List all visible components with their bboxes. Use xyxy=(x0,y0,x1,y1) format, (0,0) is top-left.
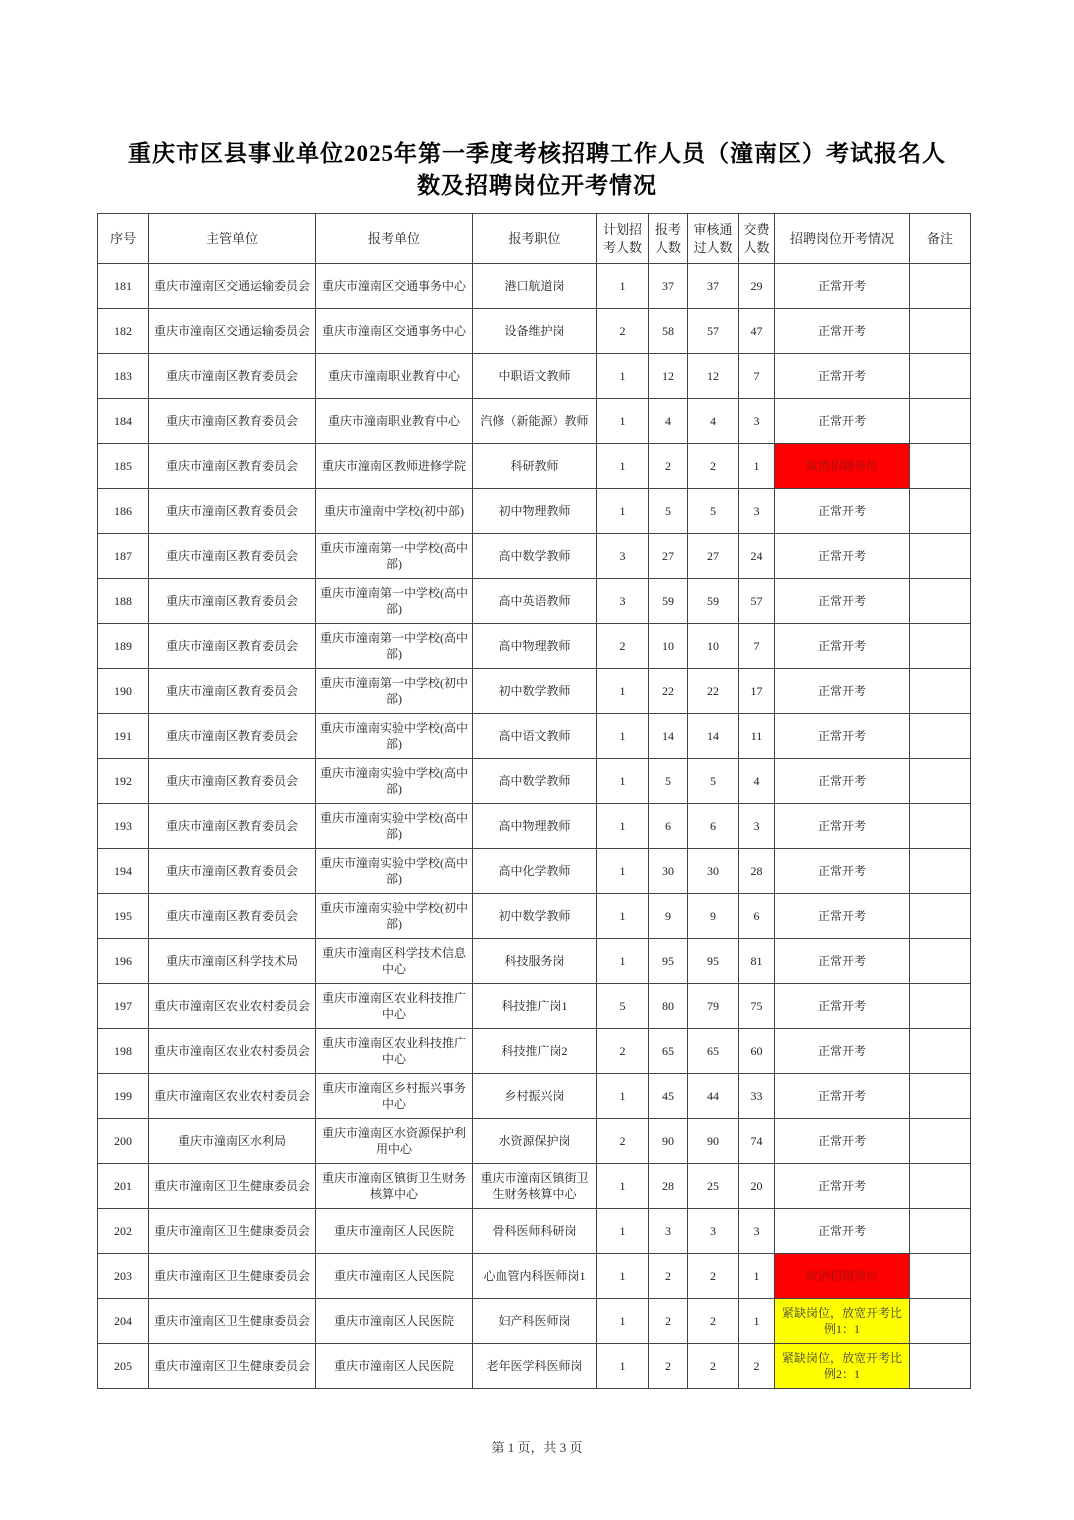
table-row xyxy=(98,399,971,444)
cell-planned-count: 2 xyxy=(597,624,649,669)
cell-status: 正常开考 xyxy=(775,1029,910,1074)
cell-supervising-unit: 重庆市潼南区教育委员会 xyxy=(149,444,316,489)
cell-applicant-count: 59 xyxy=(649,579,688,624)
cell-serial-number: 185 xyxy=(98,444,149,489)
cell-remark xyxy=(910,264,971,309)
cell-serial-number: 195 xyxy=(98,894,149,939)
cell-remark xyxy=(910,1299,971,1344)
table-row xyxy=(98,1119,971,1164)
header-position: 报考职位 xyxy=(473,214,597,264)
cell-planned-count: 1 xyxy=(597,1344,649,1389)
recruitment-table xyxy=(97,213,971,1389)
table-row xyxy=(98,849,971,894)
cell-paid-count: 33 xyxy=(739,1074,775,1119)
cell-position: 高中英语教师 xyxy=(473,579,597,624)
cell-remark xyxy=(910,489,971,534)
cell-applying-unit: 重庆市潼南区乡村振兴事务中心 xyxy=(316,1074,473,1119)
cell-supervising-unit: 重庆市潼南区教育委员会 xyxy=(149,804,316,849)
cell-supervising-unit: 重庆市潼南区交通运输委员会 xyxy=(149,264,316,309)
cell-approved-count: 37 xyxy=(688,264,739,309)
cell-applying-unit: 重庆市潼南职业教育中心 xyxy=(316,399,473,444)
cell-planned-count: 1 xyxy=(597,1299,649,1344)
cell-applying-unit: 重庆市潼南第一中学校(高中部) xyxy=(316,534,473,579)
cell-supervising-unit: 重庆市潼南区教育委员会 xyxy=(149,579,316,624)
cell-planned-count: 2 xyxy=(597,309,649,354)
cell-serial-number: 197 xyxy=(98,984,149,1029)
cell-applying-unit: 重庆市潼南区水资源保护利用中心 xyxy=(316,1119,473,1164)
cell-remark xyxy=(910,939,971,984)
cell-status: 正常开考 xyxy=(775,1074,910,1119)
cell-planned-count: 1 xyxy=(597,354,649,399)
table-row xyxy=(98,534,971,579)
cell-paid-count: 1 xyxy=(739,1299,775,1344)
cell-supervising-unit: 重庆市潼南区教育委员会 xyxy=(149,399,316,444)
cell-approved-count: 2 xyxy=(688,1254,739,1299)
cell-applicant-count: 6 xyxy=(649,804,688,849)
table-row xyxy=(98,1209,971,1254)
cell-approved-count: 10 xyxy=(688,624,739,669)
cell-remark xyxy=(910,1209,971,1254)
header-applying-unit: 报考单位 xyxy=(316,214,473,264)
cell-supervising-unit: 重庆市潼南区教育委员会 xyxy=(149,669,316,714)
cell-status: 紧缺岗位，放宽开考比例1：1 xyxy=(775,1299,910,1344)
cell-applicant-count: 5 xyxy=(649,489,688,534)
cell-serial-number: 201 xyxy=(98,1164,149,1209)
header-supervising-unit: 主管单位 xyxy=(149,214,316,264)
cell-serial-number: 199 xyxy=(98,1074,149,1119)
table-row xyxy=(98,1254,971,1299)
table-row xyxy=(98,264,971,309)
cell-approved-count: 12 xyxy=(688,354,739,399)
cell-approved-count: 4 xyxy=(688,399,739,444)
cell-planned-count: 1 xyxy=(597,1074,649,1119)
cell-position: 高中语文教师 xyxy=(473,714,597,759)
cell-planned-count: 1 xyxy=(597,849,649,894)
table-row xyxy=(98,624,971,669)
cell-supervising-unit: 重庆市潼南区教育委员会 xyxy=(149,894,316,939)
header-approved-count: 审核通过人数 xyxy=(688,214,739,264)
cell-remark xyxy=(910,1074,971,1119)
cell-planned-count: 1 xyxy=(597,759,649,804)
cell-serial-number: 194 xyxy=(98,849,149,894)
cell-applicant-count: 2 xyxy=(649,1299,688,1344)
cell-applying-unit: 重庆市潼南区人民医院 xyxy=(316,1254,473,1299)
table-row xyxy=(98,1074,971,1119)
cell-applying-unit: 重庆市潼南实验中学校(高中部) xyxy=(316,804,473,849)
cell-remark xyxy=(910,354,971,399)
cell-applicant-count: 37 xyxy=(649,264,688,309)
cell-applicant-count: 3 xyxy=(649,1209,688,1254)
cell-position: 港口航道岗 xyxy=(473,264,597,309)
cell-planned-count: 1 xyxy=(597,489,649,534)
cell-supervising-unit: 重庆市潼南区教育委员会 xyxy=(149,534,316,579)
cell-supervising-unit: 重庆市潼南区教育委员会 xyxy=(149,489,316,534)
cell-applying-unit: 重庆市潼南实验中学校(高中部) xyxy=(316,849,473,894)
cell-position: 高中物理教师 xyxy=(473,804,597,849)
cell-planned-count: 1 xyxy=(597,1209,649,1254)
cell-applicant-count: 58 xyxy=(649,309,688,354)
cell-paid-count: 11 xyxy=(739,714,775,759)
cell-applying-unit: 重庆市潼南区人民医院 xyxy=(316,1299,473,1344)
header-status: 招聘岗位开考情况 xyxy=(775,214,910,264)
cell-remark xyxy=(910,1344,971,1389)
cell-serial-number: 187 xyxy=(98,534,149,579)
cell-remark xyxy=(910,1254,971,1299)
cell-serial-number: 203 xyxy=(98,1254,149,1299)
cell-paid-count: 3 xyxy=(739,489,775,534)
cell-approved-count: 79 xyxy=(688,984,739,1029)
cell-planned-count: 1 xyxy=(597,1164,649,1209)
cell-applying-unit: 重庆市潼南区交通事务中心 xyxy=(316,309,473,354)
cell-paid-count: 2 xyxy=(739,1344,775,1389)
cell-position: 妇产科医师岗 xyxy=(473,1299,597,1344)
cell-paid-count: 6 xyxy=(739,894,775,939)
cell-applicant-count: 2 xyxy=(649,1344,688,1389)
cell-supervising-unit: 重庆市潼南区教育委员会 xyxy=(149,624,316,669)
cell-supervising-unit: 重庆市潼南区卫生健康委员会 xyxy=(149,1254,316,1299)
cell-approved-count: 3 xyxy=(688,1209,739,1254)
cell-status: 正常开考 xyxy=(775,984,910,1029)
cell-remark xyxy=(910,759,971,804)
table-row xyxy=(98,1164,971,1209)
cell-position: 重庆市潼南区镇街卫生财务核算中心 xyxy=(473,1164,597,1209)
table-body xyxy=(98,264,971,1389)
cell-paid-count: 57 xyxy=(739,579,775,624)
cell-paid-count: 75 xyxy=(739,984,775,1029)
cell-approved-count: 30 xyxy=(688,849,739,894)
cell-supervising-unit: 重庆市潼南区卫生健康委员会 xyxy=(149,1209,316,1254)
cell-position: 水资源保护岗 xyxy=(473,1119,597,1164)
cell-applying-unit: 重庆市潼南第一中学校(高中部) xyxy=(316,624,473,669)
table-row xyxy=(98,984,971,1029)
cell-applying-unit: 重庆市潼南区交通事务中心 xyxy=(316,264,473,309)
table-row xyxy=(98,714,971,759)
cell-applying-unit: 重庆市潼南区农业科技推广中心 xyxy=(316,1029,473,1074)
cell-status: 正常开考 xyxy=(775,1164,910,1209)
cell-planned-count: 1 xyxy=(597,939,649,984)
cell-approved-count: 65 xyxy=(688,1029,739,1074)
cell-serial-number: 181 xyxy=(98,264,149,309)
cell-supervising-unit: 重庆市潼南区教育委员会 xyxy=(149,354,316,399)
cell-paid-count: 3 xyxy=(739,399,775,444)
cell-status: 正常开考 xyxy=(775,939,910,984)
cell-remark xyxy=(910,984,971,1029)
cell-applicant-count: 2 xyxy=(649,1254,688,1299)
cell-applicant-count: 22 xyxy=(649,669,688,714)
cell-planned-count: 1 xyxy=(597,669,649,714)
cell-position: 科研教师 xyxy=(473,444,597,489)
cell-remark xyxy=(910,444,971,489)
cell-approved-count: 14 xyxy=(688,714,739,759)
cell-paid-count: 60 xyxy=(739,1029,775,1074)
cell-planned-count: 2 xyxy=(597,1029,649,1074)
table-header-row xyxy=(98,214,971,264)
cell-planned-count: 1 xyxy=(597,714,649,759)
table-row xyxy=(98,579,971,624)
cell-serial-number: 196 xyxy=(98,939,149,984)
cell-remark xyxy=(910,1119,971,1164)
cell-serial-number: 189 xyxy=(98,624,149,669)
cell-applicant-count: 28 xyxy=(649,1164,688,1209)
header-remark: 备注 xyxy=(910,214,971,264)
cell-serial-number: 204 xyxy=(98,1299,149,1344)
cell-applicant-count: 10 xyxy=(649,624,688,669)
cell-paid-count: 81 xyxy=(739,939,775,984)
cell-applicant-count: 95 xyxy=(649,939,688,984)
cell-position: 初中数学教师 xyxy=(473,669,597,714)
cell-applicant-count: 14 xyxy=(649,714,688,759)
table-row xyxy=(98,309,971,354)
cell-planned-count: 2 xyxy=(597,1119,649,1164)
cell-applying-unit: 重庆市潼南区人民医院 xyxy=(316,1209,473,1254)
cell-remark xyxy=(910,534,971,579)
cell-position: 骨科医师科研岗 xyxy=(473,1209,597,1254)
cell-paid-count: 3 xyxy=(739,1209,775,1254)
cell-status: 正常开考 xyxy=(775,669,910,714)
cell-paid-count: 1 xyxy=(739,1254,775,1299)
cell-approved-count: 6 xyxy=(688,804,739,849)
cell-planned-count: 1 xyxy=(597,894,649,939)
cell-status: 正常开考 xyxy=(775,849,910,894)
cell-approved-count: 25 xyxy=(688,1164,739,1209)
cell-serial-number: 191 xyxy=(98,714,149,759)
cell-applicant-count: 45 xyxy=(649,1074,688,1119)
cell-status: 正常开考 xyxy=(775,894,910,939)
cell-position: 高中数学教师 xyxy=(473,534,597,579)
cell-remark xyxy=(910,1164,971,1209)
cell-applying-unit: 重庆市潼南实验中学校(初中部) xyxy=(316,894,473,939)
cell-applicant-count: 30 xyxy=(649,849,688,894)
cell-supervising-unit: 重庆市潼南区水利局 xyxy=(149,1119,316,1164)
cell-serial-number: 188 xyxy=(98,579,149,624)
table-row xyxy=(98,804,971,849)
table-row xyxy=(98,669,971,714)
cell-supervising-unit: 重庆市潼南区教育委员会 xyxy=(149,849,316,894)
cell-position: 老年医学科医师岗 xyxy=(473,1344,597,1389)
cell-position: 高中数学教师 xyxy=(473,759,597,804)
cell-serial-number: 186 xyxy=(98,489,149,534)
cell-planned-count: 3 xyxy=(597,579,649,624)
cell-paid-count: 20 xyxy=(739,1164,775,1209)
cell-status: 正常开考 xyxy=(775,1119,910,1164)
cell-position: 高中化学教师 xyxy=(473,849,597,894)
cell-paid-count: 1 xyxy=(739,444,775,489)
table-row xyxy=(98,489,971,534)
cell-remark xyxy=(910,894,971,939)
cell-applying-unit: 重庆市潼南职业教育中心 xyxy=(316,354,473,399)
cell-supervising-unit: 重庆市潼南区农业农村委员会 xyxy=(149,984,316,1029)
cell-planned-count: 1 xyxy=(597,1254,649,1299)
cell-paid-count: 47 xyxy=(739,309,775,354)
cell-supervising-unit: 重庆市潼南区卫生健康委员会 xyxy=(149,1164,316,1209)
cell-serial-number: 205 xyxy=(98,1344,149,1389)
cell-supervising-unit: 重庆市潼南区教育委员会 xyxy=(149,714,316,759)
cell-paid-count: 4 xyxy=(739,759,775,804)
cell-serial-number: 184 xyxy=(98,399,149,444)
cell-remark xyxy=(910,849,971,894)
cell-applicant-count: 90 xyxy=(649,1119,688,1164)
cell-serial-number: 198 xyxy=(98,1029,149,1074)
cell-position: 中职语文教师 xyxy=(473,354,597,399)
cell-approved-count: 5 xyxy=(688,759,739,804)
table-row xyxy=(98,1299,971,1344)
cell-position: 乡村振兴岗 xyxy=(473,1074,597,1119)
cell-applying-unit: 重庆市潼南区人民医院 xyxy=(316,1344,473,1389)
cell-status: 正常开考 xyxy=(775,399,910,444)
header-applicant-count: 报考人数 xyxy=(649,214,688,264)
cell-status: 正常开考 xyxy=(775,624,910,669)
cell-remark xyxy=(910,624,971,669)
cell-position: 初中数学教师 xyxy=(473,894,597,939)
cell-status: 取消招聘岗位 xyxy=(775,1254,910,1299)
header-serial-number: 序号 xyxy=(98,214,149,264)
cell-paid-count: 7 xyxy=(739,624,775,669)
cell-position: 高中物理教师 xyxy=(473,624,597,669)
cell-applicant-count: 2 xyxy=(649,444,688,489)
cell-remark xyxy=(910,579,971,624)
cell-applying-unit: 重庆市潼南区科学技术信息中心 xyxy=(316,939,473,984)
cell-paid-count: 17 xyxy=(739,669,775,714)
cell-applying-unit: 重庆市潼南中学校(初中部) xyxy=(316,489,473,534)
cell-position: 汽修（新能源）教师 xyxy=(473,399,597,444)
cell-status: 正常开考 xyxy=(775,489,910,534)
cell-supervising-unit: 重庆市潼南区农业农村委员会 xyxy=(149,1074,316,1119)
cell-applying-unit: 重庆市潼南区镇街卫生财务核算中心 xyxy=(316,1164,473,1209)
cell-paid-count: 24 xyxy=(739,534,775,579)
cell-status: 正常开考 xyxy=(775,534,910,579)
cell-planned-count: 1 xyxy=(597,399,649,444)
table-row xyxy=(98,354,971,399)
cell-status: 正常开考 xyxy=(775,264,910,309)
cell-planned-count: 5 xyxy=(597,984,649,1029)
cell-serial-number: 183 xyxy=(98,354,149,399)
table-row xyxy=(98,894,971,939)
cell-applicant-count: 27 xyxy=(649,534,688,579)
cell-applicant-count: 80 xyxy=(649,984,688,1029)
table-row xyxy=(98,939,971,984)
cell-remark xyxy=(910,399,971,444)
cell-approved-count: 44 xyxy=(688,1074,739,1119)
header-planned-count: 计划招考人数 xyxy=(597,214,649,264)
cell-serial-number: 193 xyxy=(98,804,149,849)
cell-paid-count: 3 xyxy=(739,804,775,849)
cell-serial-number: 182 xyxy=(98,309,149,354)
cell-applicant-count: 65 xyxy=(649,1029,688,1074)
cell-position: 初中物理教师 xyxy=(473,489,597,534)
cell-approved-count: 22 xyxy=(688,669,739,714)
cell-position: 科技推广岗2 xyxy=(473,1029,597,1074)
cell-serial-number: 202 xyxy=(98,1209,149,1254)
table-row xyxy=(98,759,971,804)
cell-status: 正常开考 xyxy=(775,804,910,849)
cell-planned-count: 3 xyxy=(597,534,649,579)
cell-status: 取消招聘岗位 xyxy=(775,444,910,489)
cell-supervising-unit: 重庆市潼南区科学技术局 xyxy=(149,939,316,984)
cell-status: 正常开考 xyxy=(775,309,910,354)
cell-paid-count: 28 xyxy=(739,849,775,894)
cell-approved-count: 2 xyxy=(688,1299,739,1344)
table-row xyxy=(98,444,971,489)
cell-applicant-count: 4 xyxy=(649,399,688,444)
cell-approved-count: 27 xyxy=(688,534,739,579)
cell-approved-count: 90 xyxy=(688,1119,739,1164)
cell-applicant-count: 12 xyxy=(649,354,688,399)
cell-status: 紧缺岗位，放宽开考比例2：1 xyxy=(775,1344,910,1389)
cell-approved-count: 2 xyxy=(688,1344,739,1389)
cell-approved-count: 2 xyxy=(688,444,739,489)
cell-planned-count: 1 xyxy=(597,264,649,309)
cell-remark xyxy=(910,309,971,354)
cell-applying-unit: 重庆市潼南实验中学校(高中部) xyxy=(316,759,473,804)
cell-position: 心血管内科医师岗1 xyxy=(473,1254,597,1299)
cell-applying-unit: 重庆市潼南区教师进修学院 xyxy=(316,444,473,489)
cell-status: 正常开考 xyxy=(775,579,910,624)
cell-supervising-unit: 重庆市潼南区交通运输委员会 xyxy=(149,309,316,354)
cell-supervising-unit: 重庆市潼南区卫生健康委员会 xyxy=(149,1299,316,1344)
cell-status: 正常开考 xyxy=(775,1209,910,1254)
cell-position: 科技服务岗 xyxy=(473,939,597,984)
cell-position: 科技推广岗1 xyxy=(473,984,597,1029)
cell-paid-count: 7 xyxy=(739,354,775,399)
cell-approved-count: 95 xyxy=(688,939,739,984)
cell-applicant-count: 9 xyxy=(649,894,688,939)
cell-status: 正常开考 xyxy=(775,354,910,399)
cell-paid-count: 29 xyxy=(739,264,775,309)
table-row xyxy=(98,1344,971,1389)
cell-remark xyxy=(910,714,971,759)
cell-approved-count: 59 xyxy=(688,579,739,624)
cell-planned-count: 1 xyxy=(597,444,649,489)
page-title-line1: 重庆市区县事业单位2025年第一季度考核招聘工作人员（潼南区）考试报名人 xyxy=(128,141,946,166)
cell-supervising-unit: 重庆市潼南区教育委员会 xyxy=(149,759,316,804)
cell-approved-count: 9 xyxy=(688,894,739,939)
cell-remark xyxy=(910,1029,971,1074)
cell-planned-count: 1 xyxy=(597,804,649,849)
cell-applying-unit: 重庆市潼南实验中学校(高中部) xyxy=(316,714,473,759)
page-title xyxy=(97,138,977,202)
cell-remark xyxy=(910,804,971,849)
header-paid-count: 交费人数 xyxy=(739,214,775,264)
cell-supervising-unit: 重庆市潼南区农业农村委员会 xyxy=(149,1029,316,1074)
page-title-line2: 数及招聘岗位开考情况 xyxy=(417,173,657,198)
cell-supervising-unit: 重庆市潼南区卫生健康委员会 xyxy=(149,1344,316,1389)
cell-applying-unit: 重庆市潼南第一中学校(高中部) xyxy=(316,579,473,624)
cell-paid-count: 74 xyxy=(739,1119,775,1164)
cell-position: 设备维护岗 xyxy=(473,309,597,354)
cell-status: 正常开考 xyxy=(775,759,910,804)
cell-status: 正常开考 xyxy=(775,714,910,759)
cell-serial-number: 192 xyxy=(98,759,149,804)
cell-approved-count: 57 xyxy=(688,309,739,354)
cell-applicant-count: 5 xyxy=(649,759,688,804)
cell-applying-unit: 重庆市潼南区农业科技推广中心 xyxy=(316,984,473,1029)
cell-serial-number: 190 xyxy=(98,669,149,714)
table-row xyxy=(98,1029,971,1074)
page-footer: 第 1 页，共 3 页 xyxy=(491,1440,583,1455)
cell-approved-count: 5 xyxy=(688,489,739,534)
cell-applying-unit: 重庆市潼南第一中学校(初中部) xyxy=(316,669,473,714)
cell-remark xyxy=(910,669,971,714)
cell-serial-number: 200 xyxy=(98,1119,149,1164)
